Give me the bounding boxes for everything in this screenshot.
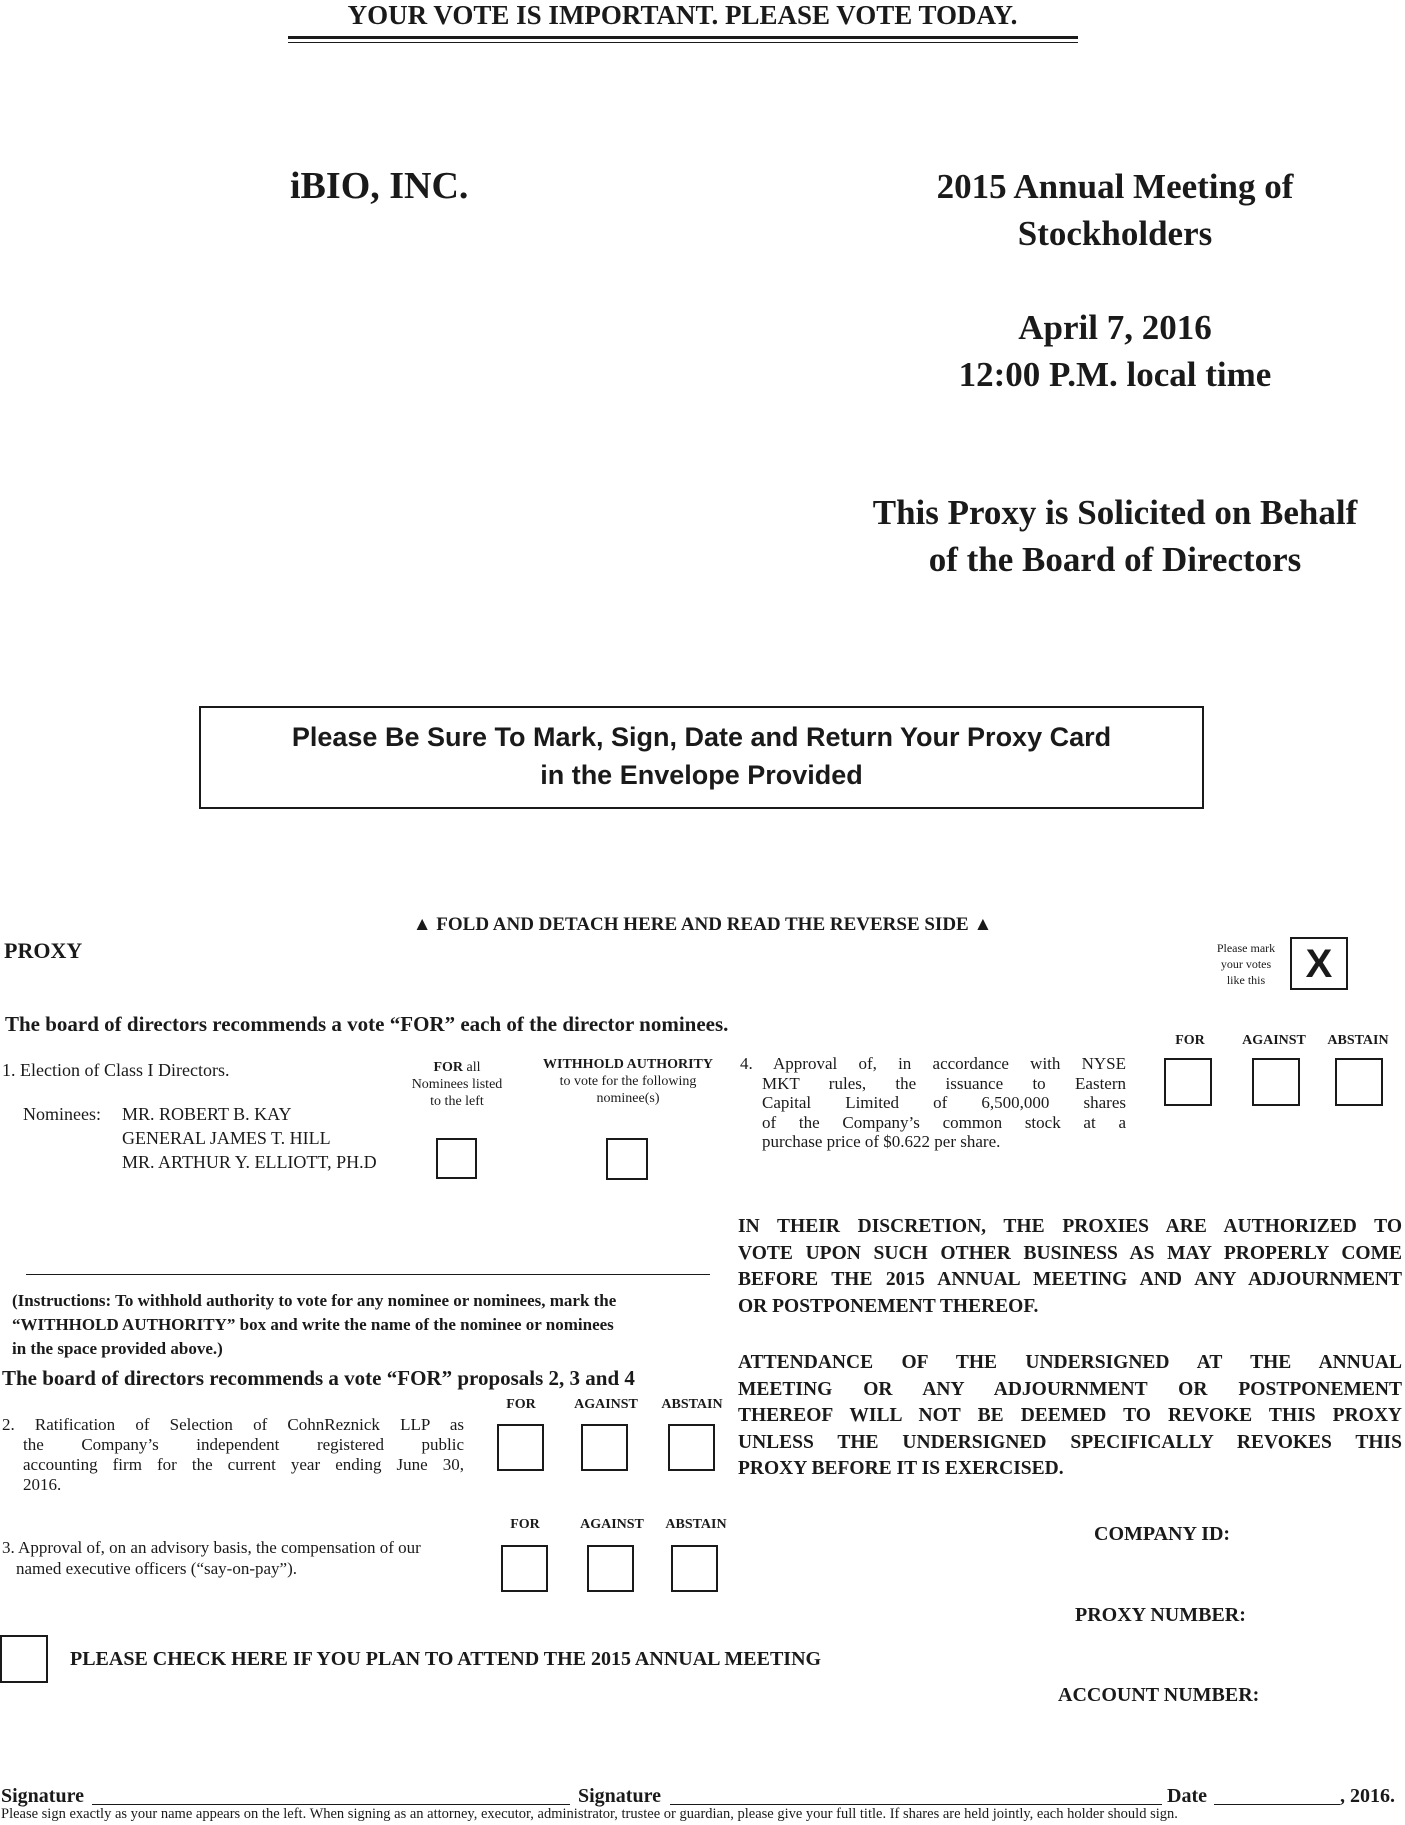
item2-abstain-checkbox[interactable] (668, 1424, 715, 1471)
item2-abstain-header: ABSTAIN (661, 1397, 723, 1412)
item4-abstain-header: ABSTAIN (1327, 1033, 1389, 1048)
company-id-label: COMPANY ID: (1094, 1523, 1231, 1545)
mark-example-text: Please mark your votes like this (1216, 941, 1276, 987)
item2-for-header: FOR (506, 1397, 536, 1412)
notice-line1: Please Be Sure To Mark, Sign, Date and Return Your Proxy Card (291, 722, 1112, 752)
nominee-item: GENERAL JAMES T. HILL (122, 1128, 331, 1148)
meeting-title-line2: Stockholders (1017, 214, 1213, 253)
proposals-recommendation: The board of directors recommends a vote “FOR” proposals 2, 3 and 4 (2, 1366, 635, 1390)
meeting-title-line1: 2015 Annual Meeting of (936, 167, 1294, 206)
withhold-header: WITHHOLD AUTHORITY to vote for the following nominee(s) (543, 1057, 713, 1106)
notice-line2: in the Envelope Provided (540, 760, 863, 790)
attendance-paragraph: ATTENDANCE OF THE UNDERSIGNED AT THE ANNUAL MEETING OR ANY ADJOURNMENT OR POSTPONEMENT THEREOF WILL NOT BE DEEMED TO REVOKE THIS PROXY UNLESS THE UNDERSIGNED SPECIFICALLY REVOKES THIS PROXY BEFORE IT IS EXERCISED. (738, 1352, 1402, 1479)
item1-withhold-checkbox[interactable] (606, 1138, 648, 1180)
for-all-header: FOR all Nominees listed to the left (411, 1060, 503, 1109)
item1-for-all-checkbox[interactable] (436, 1138, 477, 1179)
item3-abstain-checkbox[interactable] (671, 1545, 718, 1592)
solicited-line2: of the Board of Directors (928, 540, 1302, 579)
banner-rule-thick (288, 36, 1078, 39)
item2-against-header: AGAINST (574, 1397, 638, 1412)
mark-example-x: X (1305, 942, 1333, 986)
meeting-time: 12:00 P.M. local time (958, 355, 1272, 394)
signature-line-1[interactable] (92, 1804, 570, 1805)
item3-for-header: FOR (510, 1517, 540, 1532)
solicited-heading (830, 489, 1400, 583)
item2-for-checkbox[interactable] (497, 1424, 544, 1471)
nominees-label: Nominees: (23, 1104, 101, 1124)
item2-text: 2. Ratification of Selection of CohnReznick LLP as the Company’s independent registered public accounting firm for the current year ending June 30, 2016. (2, 1415, 464, 1494)
item3-against-checkbox[interactable] (587, 1545, 634, 1592)
item3-abstain-header: ABSTAIN (665, 1517, 727, 1532)
signature-label-1: Signature (1, 1785, 84, 1807)
date-label: Date (1167, 1785, 1207, 1807)
vote-banner: YOUR VOTE IS IMPORTANT. PLEASE VOTE TODAY. (347, 0, 1018, 30)
item3-against-header: AGAINST (580, 1517, 644, 1532)
item4-for-header: FOR (1175, 1033, 1205, 1048)
mark-example-box (1290, 937, 1348, 990)
company-name: iBIO, INC. (290, 165, 469, 207)
item4-abstain-checkbox[interactable] (1335, 1058, 1383, 1106)
meeting-date: April 7, 2016 (1018, 308, 1212, 347)
signature-line-2[interactable] (670, 1804, 1162, 1805)
item4-against-header: AGAINST (1242, 1033, 1306, 1048)
attend-meeting-label: PLEASE CHECK HERE IF YOU PLAN TO ATTEND THE 2015 ANNUAL MEETING (70, 1648, 822, 1670)
nominee-item: MR. ROBERT B. KAY (122, 1104, 292, 1124)
item3-text: 3. Approval of, on an advisory basis, the compensation of our named executive officers (“say-on-pay”). (2, 1538, 421, 1578)
fold-triangle-right-icon: ▲ (973, 914, 993, 935)
withhold-write-in-line[interactable] (26, 1274, 710, 1275)
proxy-number-label: PROXY NUMBER: (1075, 1604, 1246, 1626)
attend-meeting-checkbox[interactable] (0, 1635, 48, 1683)
account-number-label: ACCOUNT NUMBER: (1058, 1684, 1260, 1706)
meeting-info (880, 163, 1350, 398)
item4-for-checkbox[interactable] (1164, 1058, 1212, 1106)
nominee-item: MR. ARTHUR Y. ELLIOTT, PH.D (122, 1152, 377, 1172)
fold-instruction: ▲ FOLD AND DETACH HERE AND READ THE REVERSE SIDE ▲ (412, 914, 993, 935)
directors-recommendation: The board of directors recommends a vote “FOR” each of the director nominees. (5, 1012, 729, 1036)
solicited-line1: This Proxy is Solicited on Behalf (872, 493, 1358, 532)
item4-against-checkbox[interactable] (1252, 1058, 1300, 1106)
signing-instructions: Please sign exactly as your name appears on the left. When signing as an attorney, executor, administrator, trustee or guardian, please give your full title. If shares are held jointly, each holder should sign. (1, 1806, 1178, 1822)
item1-label: 1. Election of Class I Directors. (2, 1060, 230, 1080)
withhold-instructions: (Instructions: To withhold authority to vote for any nominee or nominees, mark the “WITHHOLD AUTHORITY” box and write the name of the nominee or nominees in the space provided above.) (12, 1291, 617, 1358)
item3-for-checkbox[interactable] (501, 1545, 548, 1592)
date-line[interactable] (1214, 1804, 1340, 1805)
fold-triangle-left-icon: ▲ (412, 914, 432, 935)
return-notice-box (199, 706, 1204, 809)
date-year: , 2016. (1340, 1785, 1395, 1807)
discretion-paragraph: IN THEIR DISCRETION, THE PROXIES ARE AUTHORIZED TO VOTE UPON SUCH OTHER BUSINESS AS MAY PROPERLY COME BEFORE THE 2015 ANNUAL MEETING AND ANY ADJOURNMENT OR POSTPONEMENT THEREOF. (738, 1216, 1402, 1317)
banner-rule-thin (288, 42, 1078, 43)
proxy-label: PROXY (4, 938, 83, 963)
nominee-list (122, 1102, 377, 1174)
item4-text: 4. Approval of, in accordance with NYSE MKT rules, the issuance to Eastern Capital Limited of 6,500,000 shares of the Company’s common stock at a purchase price of $0.622 per share. (740, 1054, 1126, 1151)
signature-label-2: Signature (578, 1785, 661, 1807)
item2-against-checkbox[interactable] (581, 1424, 628, 1471)
